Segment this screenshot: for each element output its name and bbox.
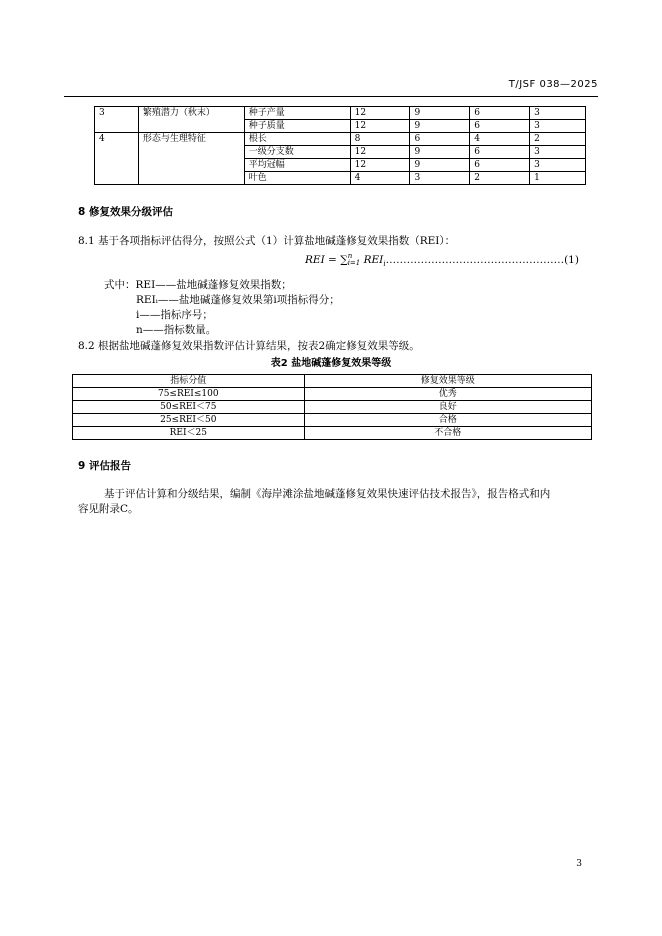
formula-sum: = ∑ <box>324 254 348 266</box>
table-row <box>73 388 592 401</box>
paragraph-9-line-1: 基于评估计算和分级结果，编制《海岸滩涂盐地碱蓬修复效果快速评估技术报告》，报告格式和内 <box>104 488 551 500</box>
score-cell: 9 <box>410 159 470 172</box>
grade: 合格 <box>304 414 591 427</box>
where-line-rei: 式中：REI——盐地碱蓬修复效果指数； <box>104 279 292 291</box>
table-2-caption: 表2 盐地碱蓬修复效果等级 <box>270 358 392 369</box>
grade: 优秀 <box>304 388 591 401</box>
indicator-item: 种子产量 <box>244 107 350 120</box>
header-score: 指标分值 <box>73 375 305 388</box>
score-cell: 12 <box>350 159 410 172</box>
score-cell: 9 <box>410 146 470 159</box>
grade: 良好 <box>304 401 591 414</box>
indicator-item: 平均冠幅 <box>244 159 350 172</box>
indicator-item: 叶色 <box>244 172 350 185</box>
indicator-item: 一级分支数 <box>244 146 350 159</box>
score-cell: 4 <box>470 133 530 146</box>
header-rule <box>64 96 598 97</box>
header-grade: 修复效果等级 <box>304 375 591 388</box>
score-range: 50≤REI＜75 <box>73 401 305 414</box>
table-header-row <box>73 375 592 388</box>
paragraph-8-2: 8.2 根据盐地碱蓬修复效果指数评估计算结果，按表2确定修复效果等级。 <box>78 340 420 352</box>
where-line-reii: REIᵢ——盐地碱蓬修复效果第i项指标得分； <box>136 294 340 306</box>
table-row <box>73 401 592 414</box>
indicator-item: 种子质量 <box>244 120 350 133</box>
paragraph-8-1: 8.1 基于各项指标评估得分，按照公式（1）计算盐地碱蓬修复效果指数（REI）： <box>78 235 456 247</box>
indicator-category: 形态与生理特征 <box>138 133 244 185</box>
table-row <box>95 133 586 146</box>
indicator-category: 繁殖潜力（秋末） <box>138 107 244 133</box>
formula-leader: …………………………………………… <box>385 254 565 266</box>
score-cell: 12 <box>350 107 410 120</box>
table-row <box>95 107 586 120</box>
table-row <box>73 414 592 427</box>
score-cell: 2 <box>530 133 586 146</box>
score-cell: 6 <box>410 133 470 146</box>
section-8-heading: 8 修复效果分级评估 <box>78 206 173 218</box>
grade: 不合格 <box>304 427 591 440</box>
score-cell: 1 <box>530 172 586 185</box>
score-cell: 9 <box>410 107 470 120</box>
score-cell: 3 <box>530 120 586 133</box>
indicator-item: 根长 <box>244 133 350 146</box>
where-line-i: i——指标序号； <box>136 309 213 321</box>
score-cell: 8 <box>350 133 410 146</box>
score-range: 25≤REI＜50 <box>73 414 305 427</box>
row-number: 4 <box>95 133 139 185</box>
sum-lower: i=1 <box>347 259 361 267</box>
section-9-heading: 9 评估报告 <box>78 460 131 472</box>
row-number: 3 <box>95 107 139 133</box>
score-cell: 6 <box>470 120 530 133</box>
score-cell: 12 <box>350 146 410 159</box>
score-cell: 3 <box>410 172 470 185</box>
formula-term-index: i <box>383 260 386 269</box>
formula-lhs: REI <box>305 254 325 266</box>
score-cell: 3 <box>530 146 586 159</box>
sum-upper: n <box>347 252 353 260</box>
formula-1 <box>305 253 579 268</box>
score-cell: 6 <box>470 107 530 120</box>
standard-code: T/JSF 038—2025 <box>508 79 598 90</box>
page-number: 3 <box>576 859 582 869</box>
repair-grade-table <box>72 374 592 440</box>
score-cell: 12 <box>350 120 410 133</box>
score-range: REI＜25 <box>73 427 305 440</box>
score-cell: 3 <box>530 107 586 120</box>
score-cell: 2 <box>470 172 530 185</box>
score-cell: 4 <box>350 172 410 185</box>
score-cell: 6 <box>470 146 530 159</box>
score-cell: 6 <box>470 159 530 172</box>
score-cell: 3 <box>530 159 586 172</box>
paragraph-9-line-2: 容见附录C。 <box>78 503 139 515</box>
score-range: 75≤REI≤100 <box>73 388 305 401</box>
formula-term: REI <box>360 254 384 266</box>
where-line-n: n——指标数量。 <box>136 324 217 336</box>
score-cell: 9 <box>410 120 470 133</box>
indicator-score-table <box>94 106 586 185</box>
sum-limits <box>348 253 361 267</box>
table-row <box>73 427 592 440</box>
formula-number: (1) <box>564 254 579 266</box>
